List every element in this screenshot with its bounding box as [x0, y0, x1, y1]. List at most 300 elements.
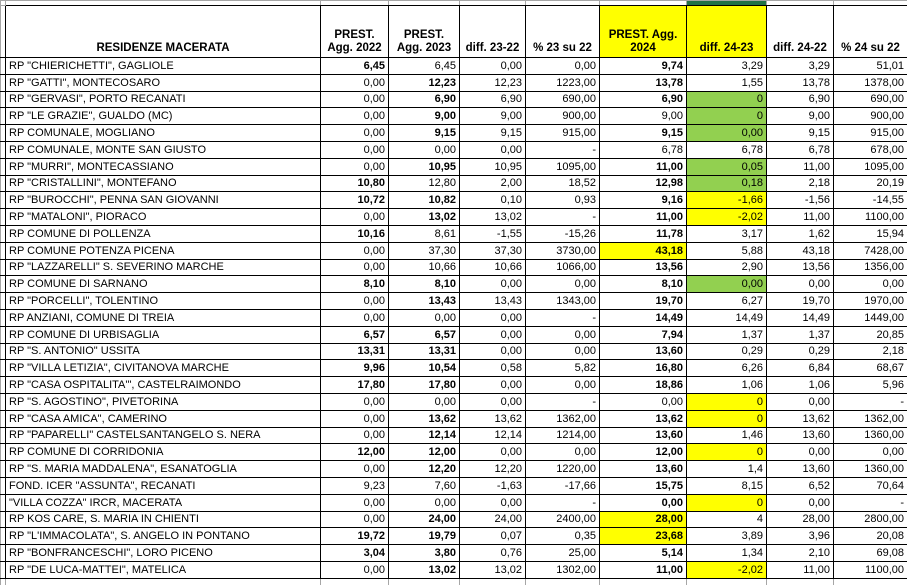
cell-prest-2023[interactable]: 7,60 [389, 477, 460, 494]
cell-prest-2024[interactable]: 16,80 [600, 360, 687, 377]
cell-diff-23-22[interactable]: 0,07 [460, 528, 526, 545]
cell-name[interactable]: RP KOS CARE, S. MARIA IN CHIENTI [6, 511, 321, 528]
cell-pct-24-22[interactable]: 1449,00 [834, 309, 907, 326]
cell-name[interactable]: RP "BUROCCHI", PENNA SAN GIOVANNI [6, 192, 321, 209]
column-header-diff-24-22[interactable]: diff. 24-22 [767, 6, 834, 58]
cell-diff-23-22[interactable]: 6,90 [460, 91, 526, 108]
cell-pct-23-22[interactable]: - [526, 309, 600, 326]
cell-prest-2024[interactable]: 9,00 [600, 108, 687, 125]
cell-diff-24-23[interactable]: 0,00 [687, 276, 767, 293]
cell-diff-23-22[interactable]: 24,00 [460, 511, 526, 528]
cell-diff-23-22[interactable]: 0,00 [460, 494, 526, 511]
cell-pct-24-22[interactable]: 1362,00 [834, 410, 907, 427]
cell-prest-2022[interactable]: 0,00 [321, 158, 389, 175]
cell-diff-23-22[interactable]: 10,95 [460, 158, 526, 175]
cell-pct-24-22[interactable]: 5,96 [834, 377, 907, 394]
cell-pct-23-22[interactable]: 5,82 [526, 360, 600, 377]
cell-diff-24-22[interactable]: 0,00 [767, 393, 834, 410]
cell-prest-2023[interactable]: 12,14 [389, 427, 460, 444]
cell-diff-23-22[interactable]: 0,76 [460, 545, 526, 562]
cell-prest-2022[interactable]: 0,00 [321, 511, 389, 528]
cell-prest-2022[interactable]: 9,23 [321, 477, 389, 494]
cell-name[interactable]: RP "CHIERICHETTI", GAGLIOLE [6, 58, 321, 75]
cell-pct-24-22[interactable]: 20,85 [834, 326, 907, 343]
cell-diff-23-22[interactable]: 0,10 [460, 192, 526, 209]
column-header-prest-2023[interactable]: PREST. Agg. 2023 [389, 6, 460, 58]
column-header-diff-24-23[interactable]: diff. 24-23 [687, 6, 767, 58]
cell-name[interactable]: RP "CASA OSPITALITA'", CASTELRAIMONDO [6, 377, 321, 394]
column-header-pct-23-22[interactable]: % 23 su 22 [526, 6, 600, 58]
cell-prest-2022[interactable]: 0,00 [321, 494, 389, 511]
cell-diff-24-22[interactable]: 0,29 [767, 343, 834, 360]
cell-pct-24-22[interactable]: 690,00 [834, 91, 907, 108]
cell-prest-2022[interactable]: 0,00 [321, 125, 389, 142]
cell-diff-24-22[interactable]: 13,78 [767, 74, 834, 91]
grid-sliver-cell [687, 578, 767, 585]
cell-pct-23-22[interactable]: 1095,00 [526, 158, 600, 175]
cell-diff-24-22[interactable]: 1,37 [767, 326, 834, 343]
cell-prest-2023[interactable]: 6,45 [389, 58, 460, 75]
cell-pct-23-22[interactable]: - [526, 393, 600, 410]
cell-pct-23-22[interactable]: 1066,00 [526, 259, 600, 276]
cell-name[interactable]: RP "MURRI", MONTECASSIANO [6, 158, 321, 175]
table-row [1, 293, 907, 310]
cell-name[interactable]: RP "VILLA LETIZIA", CIVITANOVA MARCHE [6, 360, 321, 377]
cell-prest-2023[interactable]: 9,00 [389, 108, 460, 125]
table-row [1, 410, 907, 427]
table-row [1, 158, 907, 175]
cell-pct-23-22[interactable]: - [526, 141, 600, 158]
cell-prest-2022[interactable]: 0,00 [321, 259, 389, 276]
cell-pct-23-22[interactable]: 0,00 [526, 377, 600, 394]
cell-diff-23-22[interactable]: 12,23 [460, 74, 526, 91]
table-row [1, 326, 907, 343]
cell-prest-2024[interactable]: 11,00 [600, 209, 687, 226]
cell-diff-24-23[interactable]: 4 [687, 511, 767, 528]
cell-diff-23-22[interactable]: 0,00 [460, 326, 526, 343]
cell-prest-2024[interactable]: 13,62 [600, 410, 687, 427]
cell-name[interactable]: RP COMUNE DI URBISAGLIA [6, 326, 321, 343]
cell-diff-24-22[interactable]: 43,18 [767, 242, 834, 259]
cell-diff-23-22[interactable]: 0,00 [460, 343, 526, 360]
cell-prest-2022[interactable]: 0,00 [321, 410, 389, 427]
cell-prest-2022[interactable]: 3,04 [321, 545, 389, 562]
cell-prest-2023[interactable]: 8,10 [389, 276, 460, 293]
cell-prest-2024[interactable]: 13,56 [600, 259, 687, 276]
cell-prest-2024[interactable]: 14,49 [600, 309, 687, 326]
cell-pct-24-22[interactable]: 1095,00 [834, 158, 907, 175]
cell-diff-24-22[interactable]: 28,00 [767, 511, 834, 528]
cell-prest-2022[interactable]: 13,31 [321, 343, 389, 360]
cell-prest-2024[interactable]: 6,78 [600, 141, 687, 158]
cell-prest-2024[interactable]: 13,78 [600, 74, 687, 91]
cell-prest-2022[interactable]: 17,80 [321, 377, 389, 394]
cell-name[interactable]: "VILLA COZZA" IRCR, MACERATA [6, 494, 321, 511]
cell-prest-2022[interactable]: 19,72 [321, 528, 389, 545]
cell-diff-23-22[interactable]: 13,02 [460, 209, 526, 226]
cell-name[interactable]: RP "MATALONI", PIORACO [6, 209, 321, 226]
cell-prest-2023[interactable]: 12,80 [389, 175, 460, 192]
cell-diff-23-22[interactable]: 0,00 [460, 393, 526, 410]
cell-name[interactable]: RP COMUNE DI POLLENZA [6, 225, 321, 242]
cell-name[interactable]: RP COMUNALE, MOGLIANO [6, 125, 321, 142]
cell-diff-24-23[interactable]: 8,15 [687, 477, 767, 494]
cell-diff-24-23[interactable]: 0 [687, 393, 767, 410]
cell-diff-24-23[interactable]: 0 [687, 444, 767, 461]
cell-prest-2023[interactable]: 13,31 [389, 343, 460, 360]
cell-diff-24-22[interactable]: -1,56 [767, 192, 834, 209]
cell-name[interactable]: RP COMUNE POTENZA PICENA [6, 242, 321, 259]
cell-prest-2022[interactable]: 0,00 [321, 427, 389, 444]
cell-diff-24-23[interactable]: 14,49 [687, 309, 767, 326]
cell-prest-2024[interactable]: 43,18 [600, 242, 687, 259]
cell-diff-24-23[interactable]: -1,66 [687, 192, 767, 209]
cell-pct-24-22[interactable]: 15,94 [834, 225, 907, 242]
cell-pct-23-22[interactable]: 0,00 [526, 326, 600, 343]
cell-prest-2022[interactable]: 0,00 [321, 108, 389, 125]
cell-prest-2022[interactable]: 8,10 [321, 276, 389, 293]
cell-pct-23-22[interactable]: 1220,00 [526, 461, 600, 478]
cell-prest-2023[interactable]: 0,00 [389, 309, 460, 326]
cell-pct-23-22[interactable]: 1343,00 [526, 293, 600, 310]
cell-prest-2024[interactable]: 23,68 [600, 528, 687, 545]
cell-pct-24-22[interactable]: 20,08 [834, 528, 907, 545]
cell-diff-23-22[interactable]: 12,14 [460, 427, 526, 444]
column-header-pct-24-22[interactable]: % 24 su 22 [834, 6, 907, 58]
cell-pct-24-22[interactable]: 1100,00 [834, 561, 907, 578]
cell-name[interactable]: RP COMUNE DI SARNANO [6, 276, 321, 293]
cell-name[interactable]: RP "L'IMMACOLATA", S. ANGELO IN PONTANO [6, 528, 321, 545]
cell-diff-23-22[interactable]: 13,43 [460, 293, 526, 310]
cell-diff-23-22[interactable]: 13,62 [460, 410, 526, 427]
cell-diff-24-23[interactable]: 3,17 [687, 225, 767, 242]
cell-pct-23-22[interactable]: 900,00 [526, 108, 600, 125]
cell-prest-2022[interactable]: 0,00 [321, 141, 389, 158]
cell-prest-2022[interactable]: 10,72 [321, 192, 389, 209]
cell-name[interactable]: RP "S. ANTONIO" USSITA [6, 343, 321, 360]
cell-name[interactable]: RP "S. AGOSTINO", PIVETORINA [6, 393, 321, 410]
cell-prest-2024[interactable]: 11,78 [600, 225, 687, 242]
cell-prest-2022[interactable]: 9,96 [321, 360, 389, 377]
cell-prest-2023[interactable]: 0,00 [389, 141, 460, 158]
cell-diff-24-22[interactable]: 6,78 [767, 141, 834, 158]
cell-pct-24-22[interactable]: 1970,00 [834, 293, 907, 310]
cell-pct-24-22[interactable]: 7428,00 [834, 242, 907, 259]
cell-pct-24-22[interactable]: 20,19 [834, 175, 907, 192]
cell-pct-23-22[interactable]: 690,00 [526, 91, 600, 108]
cell-pct-23-22[interactable]: 0,00 [526, 276, 600, 293]
cell-pct-23-22[interactable]: 1302,00 [526, 561, 600, 578]
cell-prest-2024[interactable]: 28,00 [600, 511, 687, 528]
cell-diff-24-22[interactable]: 6,90 [767, 91, 834, 108]
cell-pct-24-22[interactable]: 2,18 [834, 343, 907, 360]
cell-prest-2024[interactable]: 12,00 [600, 444, 687, 461]
cell-name[interactable]: RP "GERVASI", PORTO RECANATI [6, 91, 321, 108]
cell-prest-2022[interactable]: 0,00 [321, 561, 389, 578]
cell-diff-24-22[interactable]: 3,96 [767, 528, 834, 545]
cell-prest-2022[interactable]: 0,00 [321, 293, 389, 310]
cell-diff-24-23[interactable]: -2,02 [687, 561, 767, 578]
cell-name[interactable]: RP "CRISTALLINI", MONTEFANO [6, 175, 321, 192]
cell-prest-2023[interactable]: 0,00 [389, 494, 460, 511]
cell-pct-24-22[interactable]: 900,00 [834, 108, 907, 125]
cell-diff-23-22[interactable]: 0,58 [460, 360, 526, 377]
cell-pct-24-22[interactable]: 1356,00 [834, 259, 907, 276]
cell-pct-24-22[interactable]: 1378,00 [834, 74, 907, 91]
cell-name[interactable]: RP "GATTI", MONTECOSARO [6, 74, 321, 91]
cell-diff-23-22[interactable]: 9,15 [460, 125, 526, 142]
cell-prest-2023[interactable]: 10,66 [389, 259, 460, 276]
cell-pct-24-22[interactable]: 1100,00 [834, 209, 907, 226]
cell-prest-2022[interactable]: 6,57 [321, 326, 389, 343]
cell-diff-24-22[interactable]: 6,84 [767, 360, 834, 377]
cell-prest-2024[interactable]: 8,10 [600, 276, 687, 293]
cell-diff-24-23[interactable]: 1,4 [687, 461, 767, 478]
cell-diff-24-22[interactable]: 9,15 [767, 125, 834, 142]
cell-pct-23-22[interactable]: 2400,00 [526, 511, 600, 528]
cell-pct-24-22[interactable]: 51,01 [834, 58, 907, 75]
cell-diff-23-22[interactable]: 12,20 [460, 461, 526, 478]
cell-prest-2023[interactable]: 10,82 [389, 192, 460, 209]
cell-prest-2024[interactable]: 11,00 [600, 561, 687, 578]
cell-diff-24-23[interactable]: 0,00 [687, 125, 767, 142]
cell-prest-2024[interactable]: 9,74 [600, 58, 687, 75]
cell-pct-23-22[interactable]: - [526, 494, 600, 511]
cell-prest-2024[interactable]: 19,70 [600, 293, 687, 310]
cell-diff-24-22[interactable]: 19,70 [767, 293, 834, 310]
cell-pct-23-22[interactable]: 1214,00 [526, 427, 600, 444]
cell-diff-24-23[interactable]: 3,29 [687, 58, 767, 75]
cell-name[interactable]: FOND. ICER "ASSUNTA", RECANATI [6, 477, 321, 494]
cell-diff-23-22[interactable]: 0,00 [460, 444, 526, 461]
cell-pct-23-22[interactable]: 1362,00 [526, 410, 600, 427]
cell-prest-2023[interactable]: 13,62 [389, 410, 460, 427]
cell-pct-23-22[interactable]: 25,00 [526, 545, 600, 562]
cell-name[interactable]: RP "CASA AMICA", CAMERINO [6, 410, 321, 427]
cell-pct-24-22[interactable]: 2800,00 [834, 511, 907, 528]
cell-prest-2023[interactable]: 8,61 [389, 225, 460, 242]
cell-diff-24-22[interactable]: 13,60 [767, 427, 834, 444]
cell-name[interactable]: RP COMUNALE, MONTE SAN GIUSTO [6, 141, 321, 158]
cell-diff-24-23[interactable]: -2,02 [687, 209, 767, 226]
cell-prest-2022[interactable]: 0,00 [321, 209, 389, 226]
cell-diff-23-22[interactable]: 2,00 [460, 175, 526, 192]
cell-diff-24-23[interactable]: 1,55 [687, 74, 767, 91]
cell-prest-2024[interactable]: 9,15 [600, 125, 687, 142]
cell-diff-24-22[interactable]: 2,18 [767, 175, 834, 192]
cell-diff-24-22[interactable]: 11,00 [767, 561, 834, 578]
cell-prest-2023[interactable]: 10,54 [389, 360, 460, 377]
cell-diff-23-22[interactable]: -1,63 [460, 477, 526, 494]
cell-diff-24-23[interactable]: 0,05 [687, 158, 767, 175]
cell-name[interactable]: RP ANZIANI, COMUNE DI TREIA [6, 309, 321, 326]
cell-diff-24-23[interactable]: 0 [687, 108, 767, 125]
cell-name[interactable]: RP "PAPARELLI" CASTELSANTANGELO S. NERA [6, 427, 321, 444]
cell-prest-2024[interactable]: 15,75 [600, 477, 687, 494]
cell-name[interactable]: RP COMUNE DI CORRIDONIA [6, 444, 321, 461]
cell-prest-2023[interactable]: 12,23 [389, 74, 460, 91]
cell-prest-2024[interactable]: 0,00 [600, 494, 687, 511]
cell-pct-24-22[interactable]: 0,00 [834, 444, 907, 461]
column-header-prest-2022[interactable]: PREST. Agg. 2022 [321, 6, 389, 58]
cell-name[interactable]: RP "LAZZARELLI" S. SEVERINO MARCHE [6, 259, 321, 276]
cell-diff-23-22[interactable]: 0,00 [460, 141, 526, 158]
cell-diff-24-23[interactable]: 0 [687, 494, 767, 511]
cell-prest-2022[interactable]: 0,00 [321, 74, 389, 91]
cell-pct-24-22[interactable]: 69,08 [834, 545, 907, 562]
cell-pct-23-22[interactable]: 0,00 [526, 444, 600, 461]
cell-pct-24-22[interactable]: 68,67 [834, 360, 907, 377]
cell-prest-2024[interactable]: 11,00 [600, 158, 687, 175]
cell-diff-24-22[interactable]: 3,29 [767, 58, 834, 75]
cell-diff-24-22[interactable]: 11,00 [767, 209, 834, 226]
cell-diff-24-22[interactable]: 1,06 [767, 377, 834, 394]
cell-diff-24-23[interactable]: 2,90 [687, 259, 767, 276]
cell-name[interactable]: RP "S. MARIA MADDALENA", ESANATOGLIA [6, 461, 321, 478]
grid-sliver-cell [767, 578, 834, 585]
cell-pct-24-22[interactable]: 0,00 [834, 276, 907, 293]
cell-diff-24-23[interactable]: 3,89 [687, 528, 767, 545]
cell-diff-23-22[interactable]: 37,30 [460, 242, 526, 259]
cell-prest-2022[interactable]: 10,16 [321, 225, 389, 242]
cell-diff-24-22[interactable]: 0,00 [767, 444, 834, 461]
cell-pct-24-22[interactable]: -14,55 [834, 192, 907, 209]
cell-prest-2023[interactable]: 13,02 [389, 561, 460, 578]
cell-prest-2024[interactable]: 13,60 [600, 343, 687, 360]
cell-pct-24-22[interactable]: 1360,00 [834, 461, 907, 478]
cell-diff-24-22[interactable]: 1,62 [767, 225, 834, 242]
cell-pct-23-22[interactable]: 0,93 [526, 192, 600, 209]
cell-pct-23-22[interactable]: -17,66 [526, 477, 600, 494]
cell-name[interactable]: RP "PORCELLI", TOLENTINO [6, 293, 321, 310]
cell-diff-24-22[interactable]: 13,56 [767, 259, 834, 276]
cell-prest-2024[interactable]: 0,00 [600, 393, 687, 410]
cell-prest-2022[interactable]: 0,00 [321, 393, 389, 410]
cell-diff-24-22[interactable]: 0,00 [767, 276, 834, 293]
cell-diff-23-22[interactable]: 0,00 [460, 377, 526, 394]
cell-diff-24-22[interactable]: 6,52 [767, 477, 834, 494]
cell-prest-2022[interactable]: 6,45 [321, 58, 389, 75]
cell-diff-24-23[interactable]: 1,34 [687, 545, 767, 562]
table-row [1, 511, 907, 528]
cell-diff-24-22[interactable]: 2,10 [767, 545, 834, 562]
table-row [1, 360, 907, 377]
cell-prest-2024[interactable]: 7,94 [600, 326, 687, 343]
cell-prest-2023[interactable]: 13,02 [389, 209, 460, 226]
cell-diff-24-23[interactable]: 6,26 [687, 360, 767, 377]
cell-diff-24-23[interactable]: 0,29 [687, 343, 767, 360]
cell-prest-2024[interactable]: 12,98 [600, 175, 687, 192]
cell-diff-23-22[interactable]: 13,02 [460, 561, 526, 578]
cell-diff-24-23[interactable]: 0 [687, 410, 767, 427]
cell-diff-23-22[interactable]: -1,55 [460, 225, 526, 242]
cell-pct-23-22[interactable]: 915,00 [526, 125, 600, 142]
cell-prest-2024[interactable]: 6,90 [600, 91, 687, 108]
cell-prest-2022[interactable]: 0,00 [321, 91, 389, 108]
cell-prest-2023[interactable]: 17,80 [389, 377, 460, 394]
cell-pct-23-22[interactable]: - [526, 209, 600, 226]
cell-name[interactable]: RP "DE LUCA-MATTEI", MATELICA [6, 561, 321, 578]
cell-diff-24-23[interactable]: 5,88 [687, 242, 767, 259]
cell-prest-2022[interactable]: 0,00 [321, 309, 389, 326]
cell-pct-23-22[interactable]: 0,00 [526, 343, 600, 360]
table-row [1, 461, 907, 478]
table-row [1, 242, 907, 259]
cell-prest-2023[interactable]: 3,80 [389, 545, 460, 562]
cell-prest-2022[interactable]: 0,00 [321, 461, 389, 478]
cell-prest-2024[interactable]: 13,60 [600, 461, 687, 478]
cell-prest-2023[interactable]: 0,00 [389, 393, 460, 410]
column-header-prest-2024[interactable]: PREST. Agg. 2024 [600, 6, 687, 58]
cell-diff-23-22[interactable]: 10,66 [460, 259, 526, 276]
cell-diff-23-22[interactable]: 0,00 [460, 309, 526, 326]
cell-prest-2022[interactable]: 0,00 [321, 242, 389, 259]
cell-pct-23-22[interactable]: 18,52 [526, 175, 600, 192]
cell-prest-2023[interactable]: 37,30 [389, 242, 460, 259]
cell-pct-24-22[interactable]: - [834, 393, 907, 410]
cell-pct-23-22[interactable]: 3730,00 [526, 242, 600, 259]
cell-diff-24-23[interactable]: 6,78 [687, 141, 767, 158]
cell-prest-2023[interactable]: 12,00 [389, 444, 460, 461]
cell-prest-2023[interactable]: 6,90 [389, 91, 460, 108]
table-row [1, 192, 907, 209]
cell-diff-24-23[interactable]: 1,46 [687, 427, 767, 444]
cell-diff-23-22[interactable]: 0,00 [460, 276, 526, 293]
cell-prest-2023[interactable]: 19,79 [389, 528, 460, 545]
cell-pct-24-22[interactable]: 1360,00 [834, 427, 907, 444]
cell-pct-23-22[interactable]: 0,00 [526, 58, 600, 75]
cell-diff-24-22[interactable]: 0,00 [767, 494, 834, 511]
cell-diff-24-23[interactable]: 1,06 [687, 377, 767, 394]
cell-prest-2022[interactable]: 12,00 [321, 444, 389, 461]
cell-prest-2024[interactable]: 13,60 [600, 427, 687, 444]
cell-diff-24-23[interactable]: 0 [687, 91, 767, 108]
cell-diff-24-22[interactable]: 11,00 [767, 158, 834, 175]
cell-diff-24-22[interactable]: 14,49 [767, 309, 834, 326]
cell-pct-23-22[interactable]: -15,26 [526, 225, 600, 242]
cell-prest-2023[interactable]: 12,20 [389, 461, 460, 478]
cell-prest-2022[interactable]: 10,80 [321, 175, 389, 192]
cell-diff-24-22[interactable]: 13,62 [767, 410, 834, 427]
cell-prest-2024[interactable]: 5,14 [600, 545, 687, 562]
cell-prest-2023[interactable]: 10,95 [389, 158, 460, 175]
cell-prest-2023[interactable]: 24,00 [389, 511, 460, 528]
cell-pct-24-22[interactable]: 915,00 [834, 125, 907, 142]
cell-prest-2023[interactable]: 6,57 [389, 326, 460, 343]
cell-diff-23-22[interactable]: 0,00 [460, 58, 526, 75]
cell-pct-24-22[interactable]: 70,64 [834, 477, 907, 494]
cell-diff-24-23[interactable]: 6,27 [687, 293, 767, 310]
cell-name[interactable]: RP "LE GRAZIE", GUALDO (MC) [6, 108, 321, 125]
cell-prest-2023[interactable]: 13,43 [389, 293, 460, 310]
cell-diff-24-22[interactable]: 13,60 [767, 461, 834, 478]
cell-pct-23-22[interactable]: 1223,00 [526, 74, 600, 91]
cell-diff-24-23[interactable]: 1,37 [687, 326, 767, 343]
cell-pct-23-22[interactable]: 0,35 [526, 528, 600, 545]
column-header-diff-23-22[interactable]: diff. 23-22 [460, 6, 526, 58]
cell-pct-24-22[interactable]: - [834, 494, 907, 511]
cell-prest-2023[interactable]: 9,15 [389, 125, 460, 142]
cell-name[interactable]: RP "BONFRANCESCHI", LORO PICENO [6, 545, 321, 562]
cell-diff-24-23[interactable]: 0,18 [687, 175, 767, 192]
table-row [1, 528, 907, 545]
cell-pct-24-22[interactable]: 678,00 [834, 141, 907, 158]
cell-prest-2024[interactable]: 9,16 [600, 192, 687, 209]
cell-diff-23-22[interactable]: 9,00 [460, 108, 526, 125]
cell-prest-2024[interactable]: 18,86 [600, 377, 687, 394]
column-header-residenze[interactable]: RESIDENZE MACERATA [6, 6, 321, 58]
cell-diff-24-22[interactable]: 9,00 [767, 108, 834, 125]
